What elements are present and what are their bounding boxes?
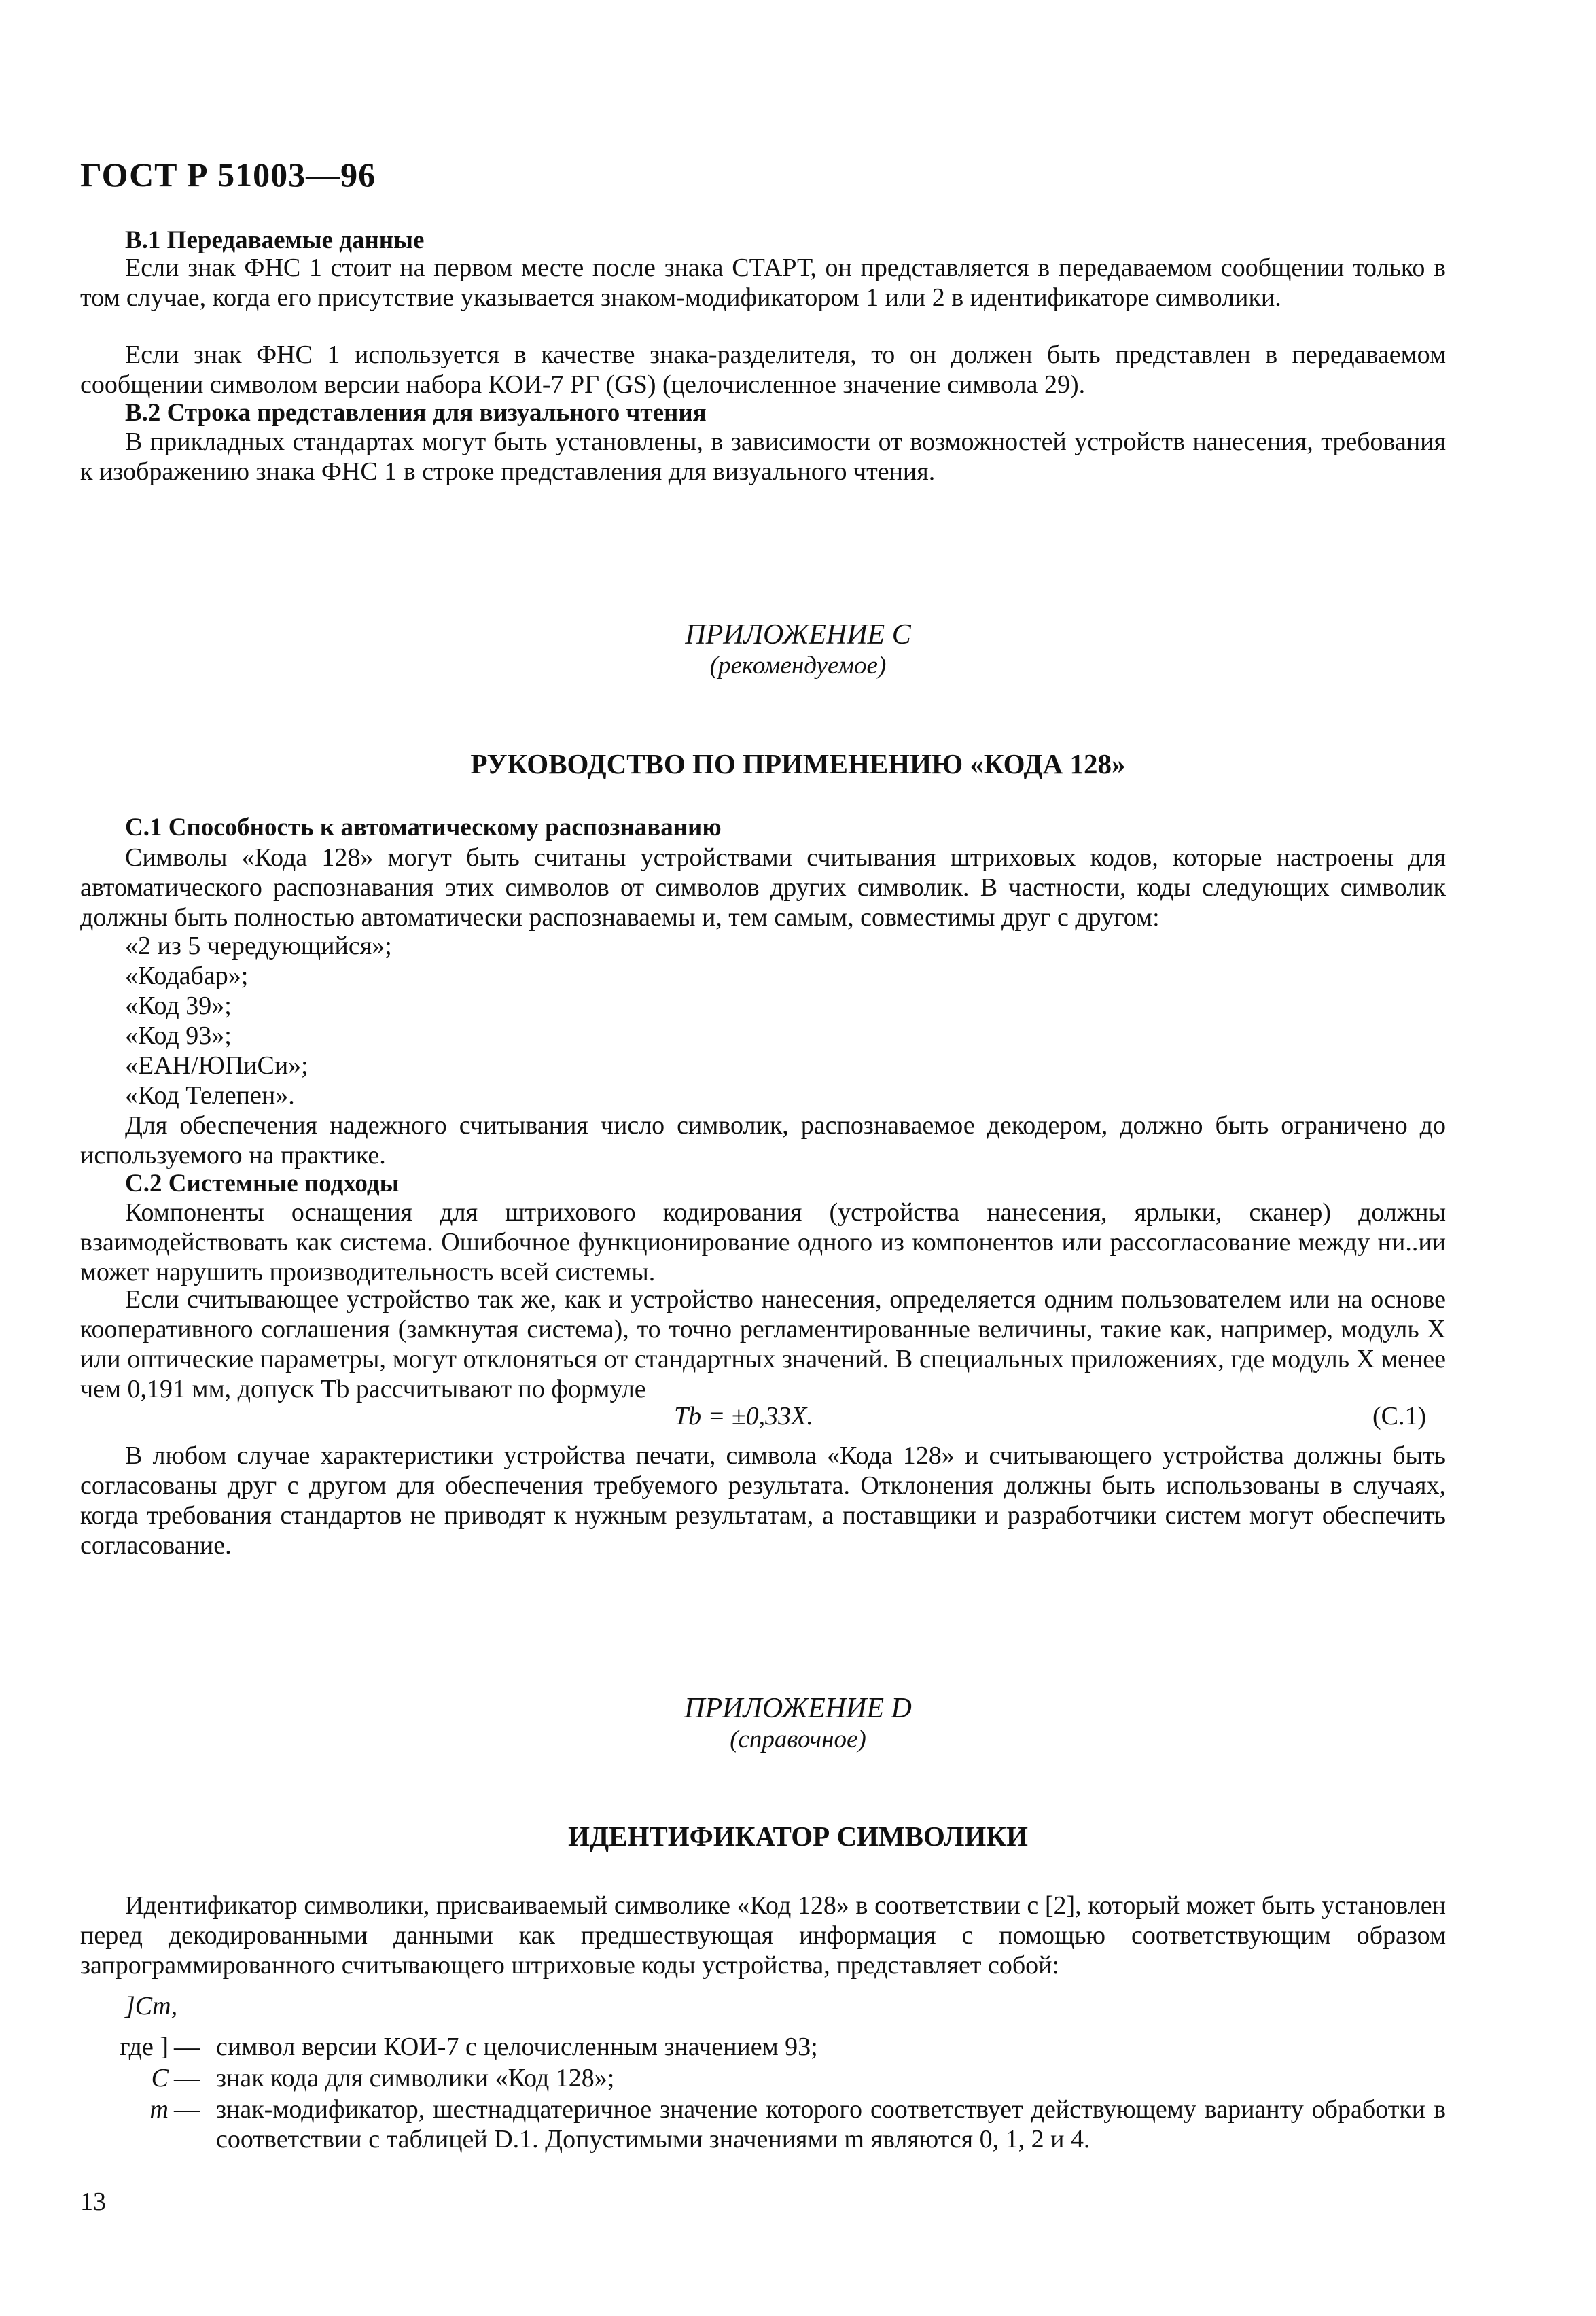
symbology-list-item: «Код 93»; [125,1021,232,1050]
section-b1-paragraph-1: Если знак ФНС 1 стоит на первом месте после знака СТАРТ, он представляется в передаваемом сообщении только в том случае, когда его присутствие указывается знаком-модификатором 1 или 2 в идентификаторе символики. [80,253,1446,312]
symbology-list-item: «ЕАН/ЮПиСи»; [125,1051,308,1080]
definition-dash: — [174,2033,200,2061]
page-number: 13 [80,2188,106,2216]
section-b1-heading: В.1 Передаваемые данные [125,226,425,254]
appendix-c-kind: (рекомендуемое) [709,652,887,680]
appendix-d-title: ИДЕНТИФИКАТОР СИМВОЛИКИ [568,1821,1028,1852]
definition-row [80,2032,1446,2062]
section-b2-paragraph-1: В прикладных стандартах могут быть установлены, в зависимости от возможностей устройств нанесения, требования к изображению знака ФНС 1 в строке представления для визуального чтения. [80,427,1446,486]
section-c2-paragraph-3: В любом случае характеристики устройства печати, символа «Кода 128» и считывающего устройства должны быть согласованы друг с другом для обеспечения требуемого результата. Отклонения должны быть использованы в случаях, когда требования стандартов не приводят к нужным результатам, а поставщики и разработчики систем могут обеспечить согласование. [80,1441,1446,1560]
formula-c1: Tb = ±0,33X. [674,1402,813,1431]
document-code: ГОСТ Р 51003—96 [80,156,376,194]
definition-key: m [149,2095,169,2124]
section-b1-paragraph-2: Если знак ФНС 1 используется в качестве знака-разделителя, то он должен быть представлен в передаваемом сообщении символом версии набора КОИ-7 РГ (GS) (целочисленное значение символа 29). [80,340,1446,399]
definition-text: знак-модификатор, шестнадцатеричное значение которого соответствует действующему варианту обработки в соответствии с таблицей D.1. Допустимыми значениями m являются 0, 1, 2 и 4. [216,2095,1446,2154]
appendix-c-label: ПРИЛОЖЕНИЕ C [685,619,911,650]
section-c2-paragraph-1: Компоненты оснащения для штрихового кодирования (устройства нанесения, ярлыки, сканер) должны взаимодействовать как система. Ошибочное функционирование одного из компонентов или рассогласование между ни..ии может нарушить производительность всей системы. [80,1198,1446,1286]
section-c2-paragraph-2: Если считывающее устройство так же, как и устройство нанесения, определяется одним пользователем или на основе кооперативного соглашения (замкнутая система), то точно регламентированные величины, такие как, например, модуль X или оптические параметры, могут отклоняться от стандартных значений. В специальных приложениях, где модуль X менее чем 0,191 мм, допуск Tb рассчитывают по формуле [80,1285,1446,1403]
appendix-d-kind: (справочное) [730,1725,866,1753]
symbology-identifier-code: ]Cm, [125,1992,178,2020]
section-c1-heading: С.1 Способность к автоматическому распознаванию [125,813,722,841]
section-c2-heading: С.2 Системные подходы [125,1170,400,1197]
definition-dash: — [174,2064,200,2092]
formula-c1-number: (C.1) [1372,1402,1427,1431]
symbology-list-item: «Код Телепен». [125,1081,295,1110]
definition-row [80,2094,1446,2156]
section-c1-paragraph: Символы «Кода 128» могут быть считаны устройствами считывания штриховых кодов, которые настроены для автоматического распознавания этих символов от символов других символик. В частности, коды следующих символик должны быть полностью автоматически распознаваемы и, тем самым, совместимы друг с другом: [80,843,1446,932]
definition-text: символ версии КОИ-7 с целочисленным значением 93; [216,2033,818,2061]
definition-row [80,2063,1446,2093]
definition-key: где ] [119,2033,169,2061]
appendix-d-label: ПРИЛОЖЕНИЕ D [684,1693,912,1724]
section-b2-heading: В.2 Строка представления для визуального чтения [125,399,707,427]
symbology-list-item: «2 из 5 чередующийся»; [125,932,392,960]
symbology-list-item: «Код 39»; [125,992,232,1020]
section-c1-paragraph-2: Для обеспечения надежного считывания число символик, распознаваемое декодером, должно быть ограничено до используемого на практике. [80,1111,1446,1170]
definition-key: C [151,2064,169,2092]
definition-dash: — [174,2095,200,2124]
appendix-c-title: РУКОВОДСТВО ПО ПРИМЕНЕНИЮ «КОДА 128» [470,748,1126,779]
appendix-d-paragraph: Идентификатор символики, присваиваемый символике «Код 128» в соответствии с [2], который может быть установлен перед декодированными данными как предшествующая информация с помощью соответствующим образом запрограммированного считывающего штриховые коды устройства, представляет собой: [80,1891,1446,1980]
symbology-list-item: «Кодабар»; [125,962,249,990]
definition-text: знак кода для символики «Код 128»; [216,2064,615,2092]
